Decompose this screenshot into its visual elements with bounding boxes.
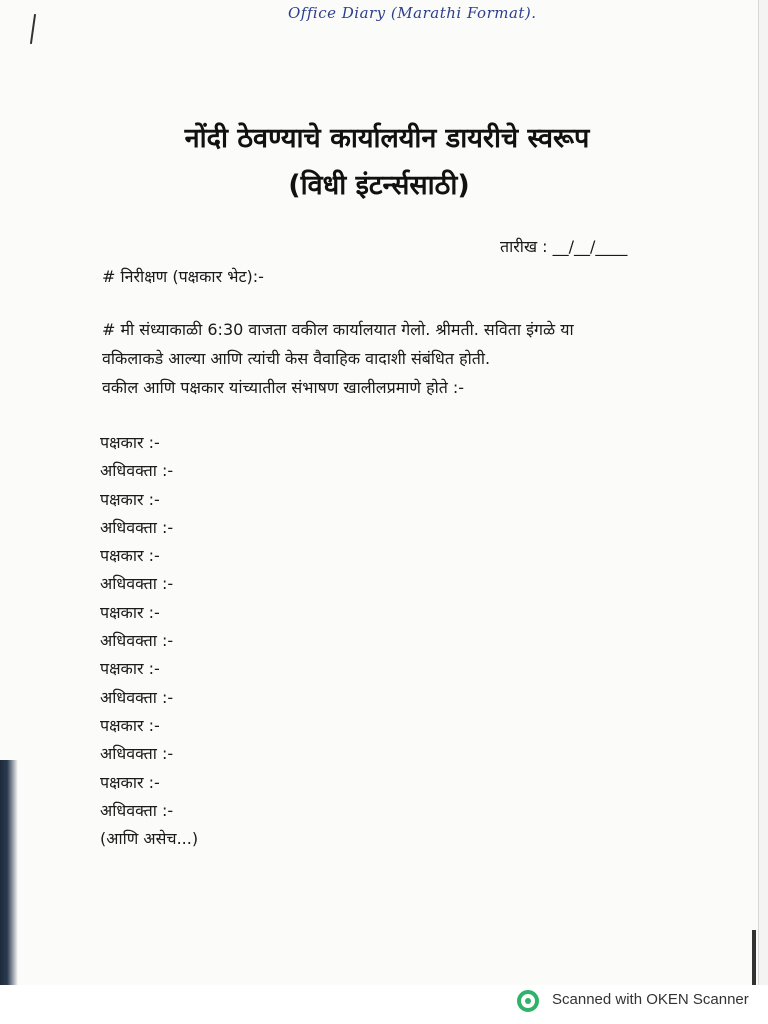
paragraph-line-1: # मी संध्याकाळी 6:30 वाजता वकील कार्यालयात गेलो. श्रीमती. सविता इंगळे या: [102, 320, 574, 339]
observation-heading: # निरीक्षण (पक्षकार भेट):-: [102, 267, 264, 286]
dialogue-line: अधिवक्ता :-: [100, 800, 174, 820]
date-field: तारीख : __/__/____: [500, 237, 628, 256]
dialogue-line: पक्षकार :-: [100, 715, 160, 735]
dialogue-line: पक्षकार :-: [100, 772, 160, 792]
dialogue-line: (आणि असेच...): [100, 829, 199, 849]
scan-edge-mark: [752, 930, 756, 985]
dialogue-line: अधिवक्ता :-: [100, 461, 174, 481]
document-subtitle: (विधी इंटर्न्ससाठी): [288, 170, 470, 201]
scanner-watermark-text: Scanned with OKEN Scanner: [552, 991, 749, 1008]
handwritten-annotation: Office Diary (Marathi Format).: [288, 4, 537, 22]
scan-edge-shadow: [0, 760, 18, 985]
dialogue-line: पक्षकार :-: [100, 433, 160, 452]
pen-mark: [30, 14, 36, 44]
dialogue-line: पक्षकार :-: [100, 546, 160, 566]
dialogue-line: अधिवक्ता :-: [100, 744, 174, 764]
dialogue-line: अधिवक्ता :-: [100, 631, 174, 651]
document-title: नोंदी ठेवण्याचे कार्यालयीन डायरीचे स्वरूप: [184, 123, 590, 154]
dialogue-line: पक्षकार :-: [100, 659, 160, 679]
paragraph-line-2: वकिलाकडे आल्या आणि त्यांची केस वैवाहिक वादाशी संबंधित होती.: [102, 349, 491, 368]
dialogue-list: [100, 432, 198, 856]
dialogue-line: अधिवक्ता :-: [100, 517, 174, 537]
dialogue-line: पक्षकार :-: [100, 602, 160, 622]
oken-scanner-logo-icon: [516, 990, 540, 1012]
paragraph-line-3: वकील आणि पक्षकार यांच्यातील संभाषण खालीलप्रमाणे होते :-: [102, 378, 465, 397]
dialogue-line: अधिवक्ता :-: [100, 687, 174, 707]
dialogue-line: पक्षकार :-: [100, 489, 160, 509]
dialogue-line: अधिवक्ता :-: [100, 574, 174, 594]
